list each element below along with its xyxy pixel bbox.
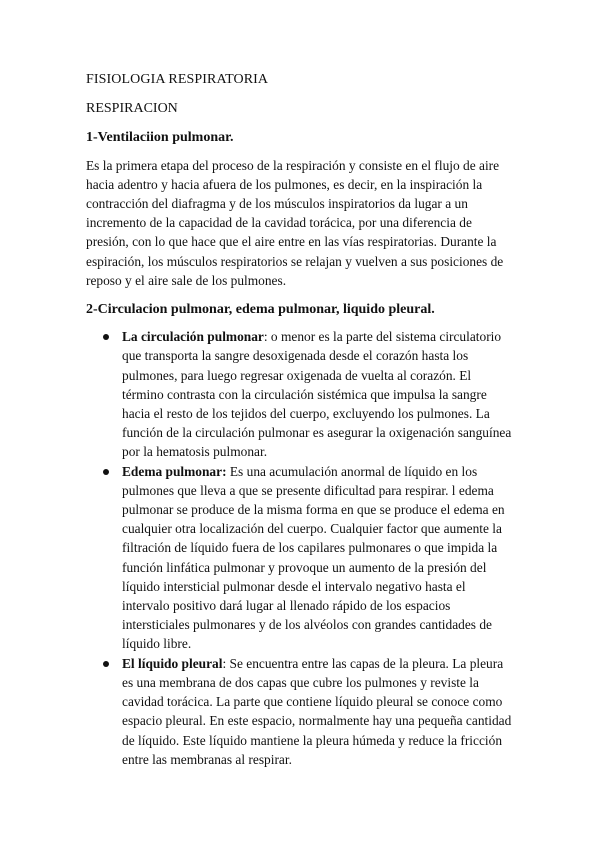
bullet-text: : o menor es la parte del sistema circulatorio que transporta la sangre desoxigenada desde el corazón hasta los pulmones, para luego regresar oxigenada de vuelta al corazón. El término contrasta con la circulación sistémica que impulsa la sangre hacia el resto de los tejidos del cuerpo, excluyendo los pulmones. La función de la circulación pulmonar es asegurar la oxigenación sanguínea por la hematosis pulmonar. [122,329,512,460]
bullet-text: Es una acumulación anormal de líquido en los pulmones que lleva a que se presente dificultad para respirar. l edema pulmonar se produce de la misma forma en que se produce el edema en cualquier otra localización del cuerpo. Cualquier factor que aumente la filtración de líquido fuera de los capilares pulmonares o que impida la función linfática pulmonar y provoque un aumento de la presión del líquido intersticial pulmonar desde el intervalo negativo hasta el intervalo positivo dará lugar al llenado rápido de los espacios intersticiales pulmonares y de los alvéolos con grandes cantidades de líquido libre. [122,463,505,652]
bullet-term: La circulación pulmonar [122,329,264,345]
bullet-term: Edema pulmonar: [122,463,227,479]
bullet-item-liquido-pleural [86,654,516,769]
section-1-paragraph: Es la primera etapa del proceso de la respiración y consiste en el flujo de aire hacia adentro y hacia afuera de los pulmones, es decir, en la inspiración la contracción del diafragma y de los músculos inspiratorios da lugar a un incremento de la capacidad de la cavidad torácica, por una diferencia de presión, con lo que hace que el aire entre en las vías respiratorias. Durante la espiración, los músculos respiratorios se relajan y vuelven a sus posiciones de reposo y el aire sale de los pulmones. [86,157,504,288]
section-1-heading: 1-Ventilaciion pulmonar. [86,130,234,146]
bullet-item-circulacion-pulmonar [86,327,516,461]
bullet-text: : Se encuentra entre las capas de la pleura. La pleura es una membrana de dos capas que cubre los pulmones y reviste la cavidad torácica. La parte que contiene líquido pleural se conoce como espacio pleural. En este espacio, normalmente hay una pequeña cantidad de líquido. Este líquido mantiene la pleura húmeda y reduce la fricción entre las membranas al respirar. [122,655,512,767]
document-title: FISIOLOGIA RESPIRATORIA [86,72,269,87]
bullet-term: El líquido pleural [122,655,223,671]
document-subtitle: RESPIRACION [86,101,178,117]
section-2-bullet-list [86,327,516,769]
document-page [86,70,516,769]
section-2-heading: 2-Circulacion pulmonar, edema pulmonar, liquido pleural. [86,302,435,318]
bullet-item-edema-pulmonar [86,462,516,654]
